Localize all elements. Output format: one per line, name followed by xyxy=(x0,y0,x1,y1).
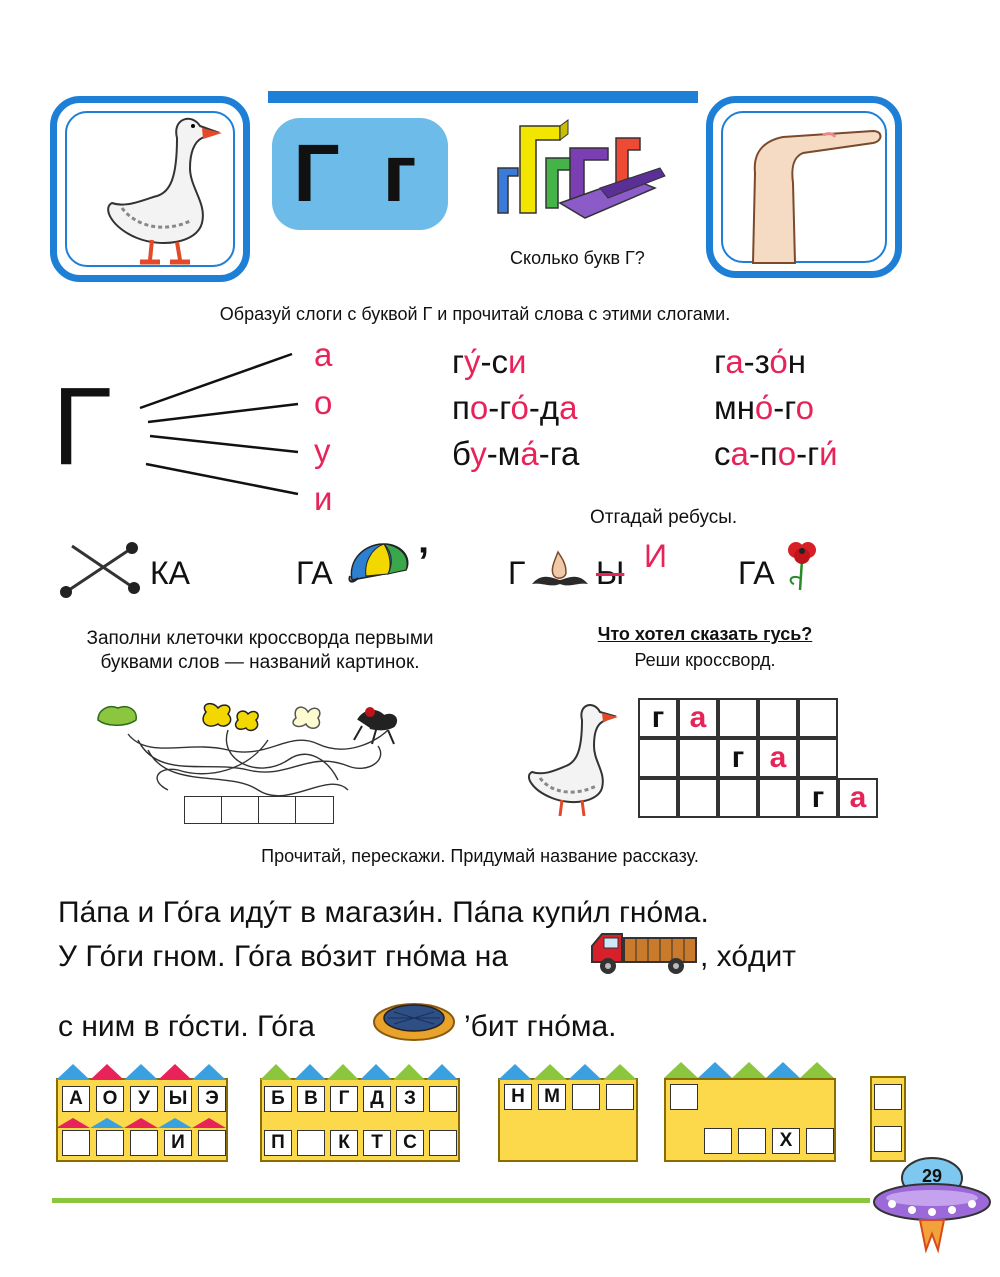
h2-t[interactable]: Т xyxy=(363,1130,391,1156)
rebus-3-replace: И xyxy=(644,538,667,574)
h2-v[interactable]: В xyxy=(297,1086,325,1112)
h2-top-6[interactable] xyxy=(429,1086,457,1112)
cw-r2-c4[interactable]: а xyxy=(758,738,798,778)
cw-r1-c2[interactable]: а xyxy=(678,698,718,738)
syllable-part: -га xyxy=(538,435,580,472)
cw-r3-c1[interactable] xyxy=(638,778,678,818)
rebus-title: Отгадай ребусы. xyxy=(590,507,738,528)
answer-cell-1[interactable] xyxy=(184,796,223,824)
syllable-part: о xyxy=(469,389,489,426)
syllable-part: у́ xyxy=(464,343,481,380)
count-question: Сколько букв Г? xyxy=(510,248,645,268)
cw-r1-c5[interactable] xyxy=(798,698,838,738)
hand-picture xyxy=(733,113,893,273)
vowel-i: и xyxy=(314,480,333,517)
rebus-3-prefix: Г xyxy=(508,555,526,591)
syllable-part: а xyxy=(730,435,749,472)
syllable-part: мн xyxy=(714,389,755,426)
cw-r3-c3[interactable] xyxy=(718,778,758,818)
truck-picture xyxy=(584,926,700,978)
cw-r2-c2[interactable] xyxy=(678,738,718,778)
h1-mid-roofs xyxy=(56,1118,228,1128)
h3-top-4[interactable] xyxy=(606,1084,634,1110)
h4-h[interactable]: Х xyxy=(772,1128,800,1154)
h1-b4[interactable]: И xyxy=(164,1130,192,1156)
syllable-part: -с xyxy=(480,343,509,380)
bottom-rule xyxy=(52,1198,870,1203)
answer-cell-2[interactable] xyxy=(221,796,260,824)
h2-k[interactable]: К xyxy=(330,1130,358,1156)
vowel-o: о xyxy=(314,384,333,421)
h1-e[interactable]: Э xyxy=(198,1086,226,1112)
goose-frame xyxy=(50,96,250,282)
syllable-part: у xyxy=(470,435,487,472)
drum-picture xyxy=(372,994,456,1044)
syllable-part: и́ xyxy=(819,435,838,472)
h2-bottom-6[interactable] xyxy=(429,1130,457,1156)
word-bumaga xyxy=(452,435,579,473)
syllable-part: и xyxy=(508,343,527,380)
cw-r2-c5[interactable] xyxy=(798,738,838,778)
h1-b3[interactable] xyxy=(130,1130,158,1156)
h2-g[interactable]: Г xyxy=(330,1086,358,1112)
syllable-part: о́ xyxy=(769,343,788,380)
syllable-part: б xyxy=(452,435,471,472)
h3-n[interactable]: Н xyxy=(504,1084,532,1110)
nose-mustache-picture xyxy=(528,548,592,592)
word-pogoda xyxy=(452,389,578,427)
h1-a[interactable]: А xyxy=(62,1086,90,1112)
word-gusi xyxy=(452,343,526,381)
story-line-2b: , хо́дит xyxy=(700,940,797,973)
rebus-3-struck: Ы xyxy=(596,555,625,591)
cw-r1-c4[interactable] xyxy=(758,698,798,738)
cw-r3-c6[interactable]: а xyxy=(838,778,878,818)
syllable-part: н xyxy=(787,343,807,380)
house-consonants-2-roof xyxy=(498,1054,638,1080)
h2-s[interactable]: С xyxy=(396,1130,424,1156)
crossword-right-title: Что хотел сказать гусь? xyxy=(597,624,813,644)
syllable-lines xyxy=(130,340,310,500)
cw-r1-c3[interactable] xyxy=(718,698,758,738)
syllable-part: -з xyxy=(743,343,770,380)
syllable-part: о xyxy=(795,389,814,426)
rebus-4-text: ГА xyxy=(738,555,775,591)
h2-b[interactable]: Б xyxy=(264,1086,292,1112)
syllable-part: п xyxy=(452,389,470,426)
h4-top-1[interactable] xyxy=(670,1084,698,1110)
letter-card-text: Г г xyxy=(293,128,427,219)
hand-frame xyxy=(706,96,902,278)
word-mnogo xyxy=(714,389,814,427)
vowel-u: у xyxy=(314,432,331,469)
syllable-part: -г xyxy=(773,389,796,426)
h2-bottom-2[interactable] xyxy=(297,1130,325,1156)
syllable-part: о́ xyxy=(754,389,774,426)
letter-blocks-picture xyxy=(490,118,670,228)
vowel-a: а xyxy=(314,336,333,373)
story-instruction: Прочитай, перескажи. Придумай название рассказу. xyxy=(261,846,699,866)
syllable-part: г xyxy=(714,343,726,380)
house-consonants-3-roof xyxy=(664,1062,836,1078)
h4-b2[interactable] xyxy=(738,1128,766,1154)
answer-cell-3[interactable] xyxy=(258,796,297,824)
h1-o[interactable]: О xyxy=(96,1086,124,1112)
h2-p[interactable]: П xyxy=(264,1130,292,1156)
story-line-2a: У Го́ги гном. Го́га во́зит гно́ма на xyxy=(58,940,509,973)
syllable-part: с xyxy=(714,435,731,472)
syllable-part: а xyxy=(725,343,744,380)
h2-z[interactable]: З xyxy=(396,1086,424,1112)
cw-r3-c4[interactable] xyxy=(758,778,798,818)
story-line-3b: ’бит гно́ма. xyxy=(464,1010,617,1043)
h1-y[interactable]: Ы xyxy=(164,1086,192,1112)
poppy-picture xyxy=(780,538,824,594)
crossword-left-instruction-2: буквами слов — названий картинок. xyxy=(100,652,420,673)
house-single-roof xyxy=(870,1060,906,1076)
big-letter-g: Г xyxy=(52,365,112,488)
h3-m[interactable]: М xyxy=(538,1084,566,1110)
cw-r2-c3[interactable]: г xyxy=(718,738,758,778)
rebus-2-text: ГА xyxy=(296,555,333,591)
syllable-part: а́ xyxy=(520,435,539,472)
word-gazon xyxy=(714,343,806,381)
h1-b2[interactable] xyxy=(96,1130,124,1156)
cw-r2-c1[interactable] xyxy=(638,738,678,778)
h1-u[interactable]: У xyxy=(130,1086,158,1112)
syllable-part: о́ xyxy=(510,389,529,426)
syllable-part: а xyxy=(559,389,578,426)
goose-picture xyxy=(82,108,232,273)
story-line-1: Па́па и Го́га иду́т в магази́н. Па́па купи́л гно́ма. xyxy=(58,896,709,929)
h5-bottom[interactable] xyxy=(874,1126,902,1152)
cw-r3-c5[interactable]: г xyxy=(798,778,838,818)
cw-r3-c2[interactable] xyxy=(678,778,718,818)
page-number: 29 xyxy=(921,1166,943,1186)
top-rule xyxy=(268,91,698,103)
letter-card xyxy=(272,118,448,230)
syllable-part: -г xyxy=(796,435,820,472)
rebus-1-text: КА xyxy=(150,555,190,591)
umbrella-picture xyxy=(344,540,414,590)
h3-top-3[interactable] xyxy=(572,1084,600,1110)
crossword-right-subtitle: Реши кроссворд. xyxy=(634,650,776,670)
goose-small-picture xyxy=(512,698,622,823)
syllables-instruction: Образуй слоги с буквой Г и прочитай слова с этими слогами. xyxy=(219,304,731,324)
h1-b5[interactable] xyxy=(198,1130,226,1156)
nails-picture xyxy=(58,540,144,600)
h4-b1[interactable] xyxy=(704,1128,732,1154)
rebus-2-mark: ’ xyxy=(418,540,430,584)
syllable-part: -м xyxy=(486,435,521,472)
syllable-part: о xyxy=(777,435,797,472)
h1-b1[interactable] xyxy=(62,1130,90,1156)
crossword-left-instruction-1: Заполни клеточки кроссворда первыми xyxy=(86,628,434,649)
answer-cell-4[interactable] xyxy=(295,796,334,824)
story-line-3a: с ним в го́сти. Го́га xyxy=(58,1010,315,1043)
syllable-part: г xyxy=(452,343,465,380)
h4-b4[interactable] xyxy=(806,1128,834,1154)
syllable-part: -п xyxy=(748,435,778,472)
syllable-part: -г xyxy=(488,389,511,426)
house-vowels-roof xyxy=(56,1064,228,1080)
house-consonants-1-roof xyxy=(260,1054,460,1080)
crossword-left-cells xyxy=(184,796,336,824)
word-sapogi xyxy=(714,435,838,473)
h2-d[interactable]: Д xyxy=(363,1086,391,1112)
cw-r1-c1[interactable]: г xyxy=(638,698,678,738)
syllable-part: -д xyxy=(528,389,560,426)
h5-top[interactable] xyxy=(874,1084,902,1110)
